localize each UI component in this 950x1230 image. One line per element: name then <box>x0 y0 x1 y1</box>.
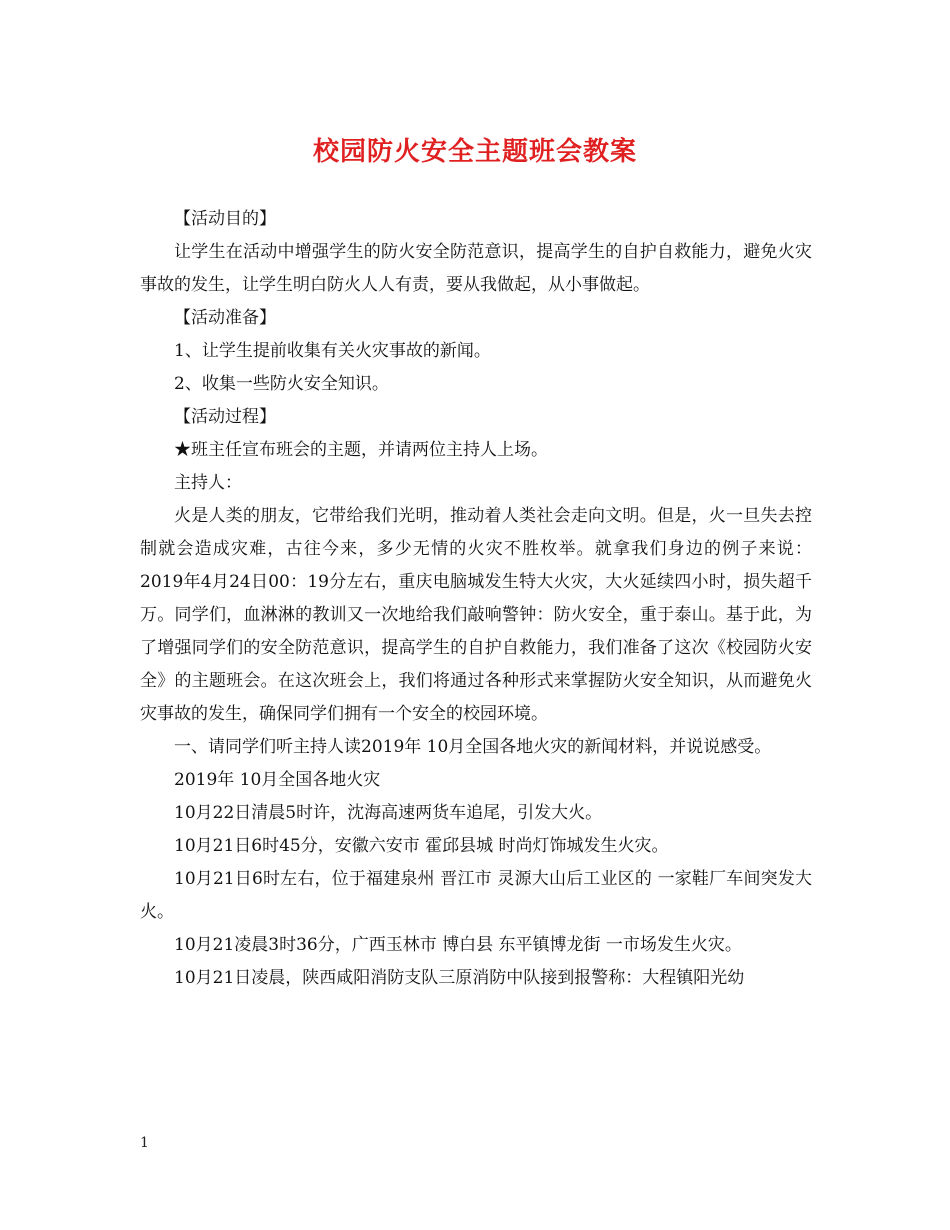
page-number: 1 <box>140 1135 149 1151</box>
paragraph: 让学生在活动中增强学生的防火安全防范意识，提高学生的自护自救能力，避免火灾事故的发生，让学生明白防火人人有责，要从我做起，从小事做起。 <box>140 242 812 295</box>
paragraph: 10月21日6时左右，位于福建泉州 晋江市 灵源大山后工业区的 一家鞋厂车间突发大火。 <box>140 869 812 922</box>
paragraph: 10月21凌晨3时36分，广西玉林市 博白县 东平镇博龙街 一市场发生火灾。 <box>174 935 742 955</box>
paragraph: 火是人类的朋友，它带给我们光明，推动着人类社会走向文明。但是，火一旦失去控制就会造成灾难，古往今来，多少无情的火灾不胜枚举。就拿我们身边的例子来说：2019年4月24日00：19分左右，重庆电脑城发生特大火灾，大火延续四小时，损失超千万。同学们，血淋淋的教训又一次地给我们敲响警钟：防火安全，重于泰山。基于此，为了增强同学们的安全防范意识，提高学生的自护自救能力，我们准备了这次《校园防火安全》的主题班会。在这次班会上，我们将通过各种形式来掌握防火安全知识，从而避免火灾事故的发生，确保同学们拥有一个安全的校园环境。 <box>140 506 812 724</box>
document-title: 校园防火安全主题班会教案 <box>312 137 637 167</box>
section-heading-preparation: 【活动准备】 <box>174 308 276 328</box>
paragraph: ★班主任宣布班会的主题，并请两位主持人上场。 <box>174 440 548 460</box>
paragraph: 2019年 10月全国各地火灾 <box>174 770 381 790</box>
document-body <box>140 203 812 995</box>
section-heading-purpose: 【活动目的】 <box>174 209 276 229</box>
paragraph: 2、收集一些防火安全知识。 <box>174 374 389 394</box>
paragraph: 主持人： <box>174 473 242 493</box>
paragraph: 1、让学生提前收集有关火灾事故的新闻。 <box>174 341 491 361</box>
paragraph: 10月21日6时45分，安徽六安市 霍邱县城 时尚灯饰城发生火灾。 <box>174 836 669 856</box>
paragraph: 10月22日清晨5时许，沈海高速两货车追尾，引发大火。 <box>174 803 603 823</box>
paragraph: 10月21日凌晨，陕西咸阳消防支队三原消防中队接到报警称：大程镇阳光幼 <box>174 968 745 988</box>
section-heading-process: 【活动过程】 <box>174 407 276 427</box>
paragraph: 一、请同学们听主持人读2019年 10月全国各地火灾的新闻材料，并说说感受。 <box>174 737 772 757</box>
